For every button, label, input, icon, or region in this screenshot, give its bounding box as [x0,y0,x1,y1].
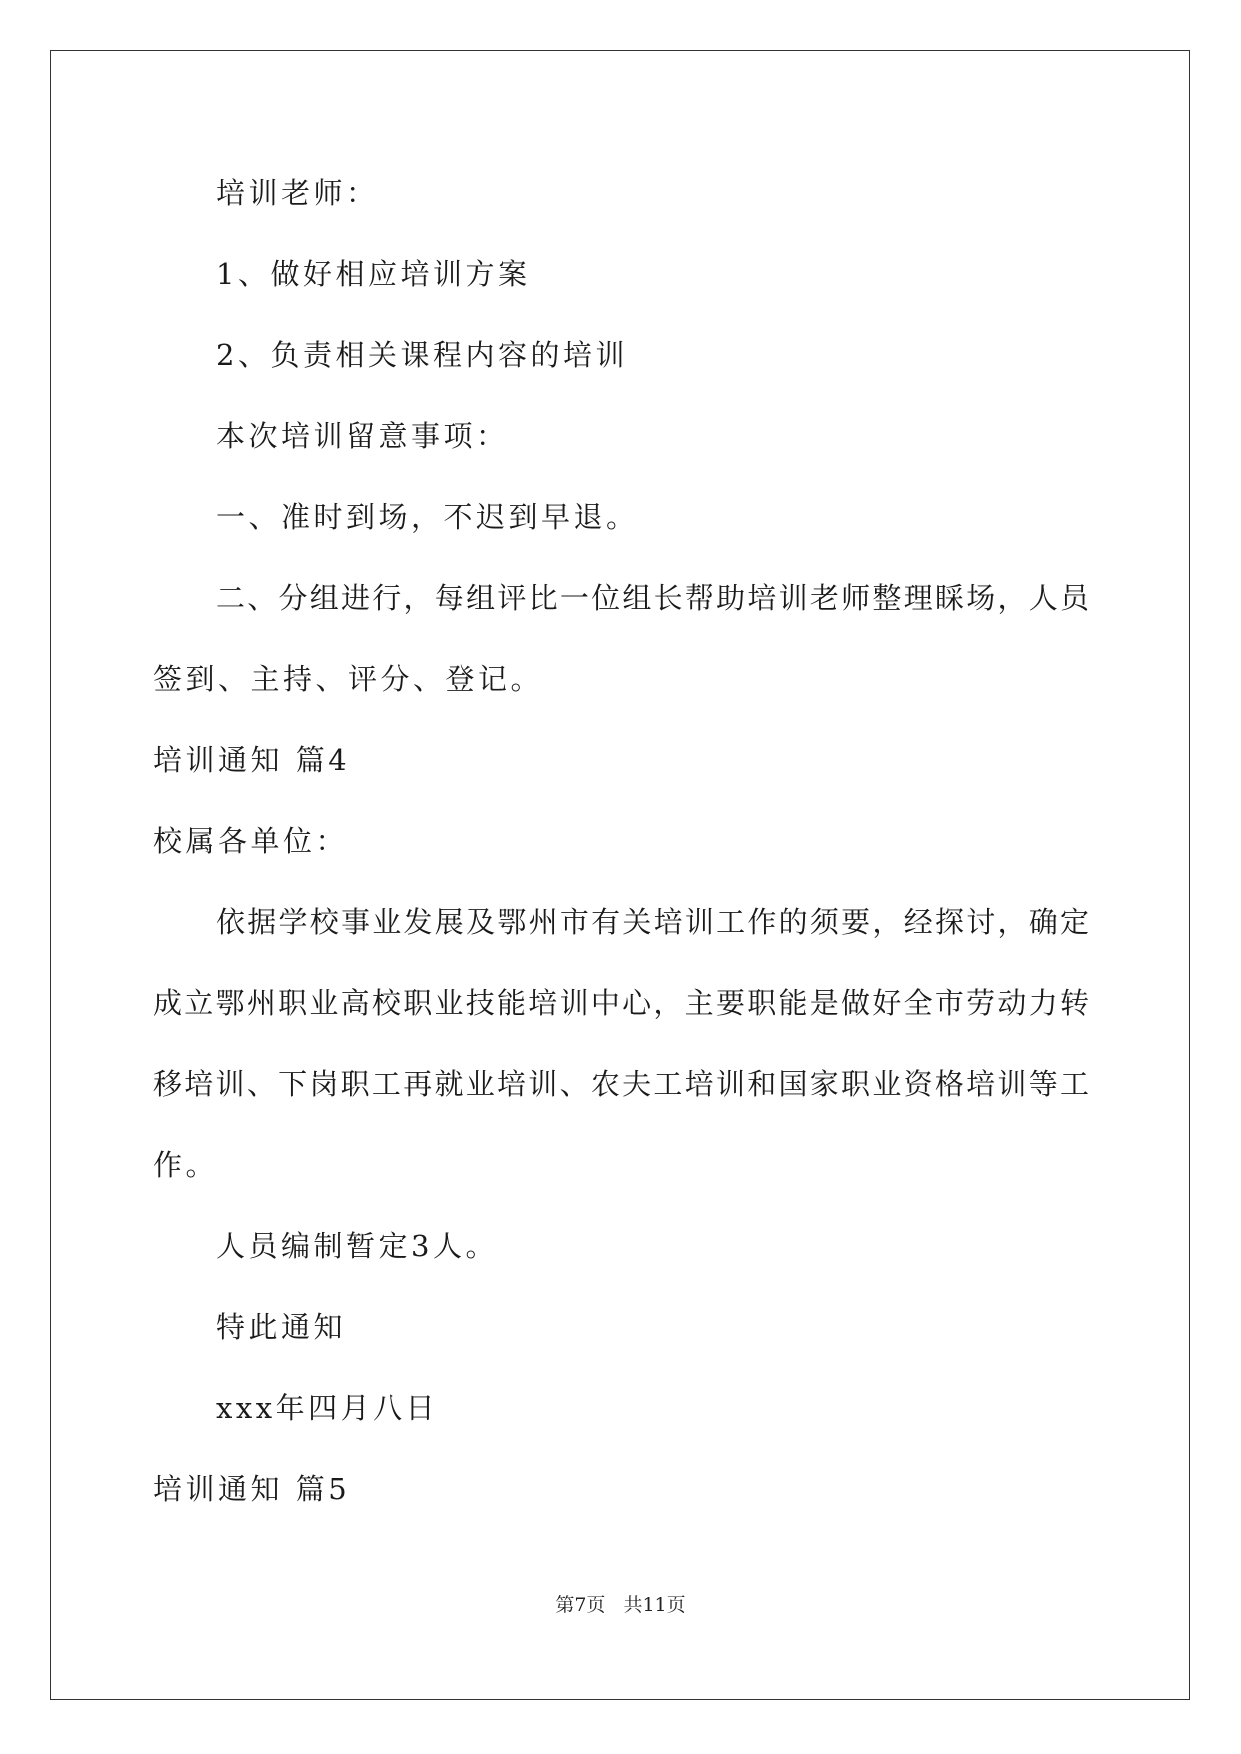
trainer-duty-1: 1、做好相应培训方案 [216,257,531,291]
body-paragraph-line-2: 成立鄂州职业高校职业技能培训中心，主要职能是做好全市劳动力转 [153,986,1089,1020]
note-item-2-line-2: 签到、主持、评分、登记。 [153,662,544,696]
notes-heading: 本次培训留意事项： [216,419,509,453]
body-paragraph-line-3: 移培训、下岗职工再就业培训、农夫工培训和国家职业资格培训等工 [153,1067,1089,1101]
section-title-5: 培训通知 篇5 [153,1472,351,1506]
trainer-duty-2: 2、负责相关课程内容的培训 [216,338,628,372]
note-item-1: 一、准时到场，不迟到早退。 [216,500,639,534]
trainer-heading: 培训老师： [216,176,379,210]
page-border [50,50,1190,1700]
page-number: 第7页 [555,1594,606,1616]
staffing-note: 人员编制暂定3人。 [216,1229,498,1263]
addressee: 校属各单位： [153,824,349,858]
body-paragraph-line-4: 作。 [153,1148,219,1182]
page-footer [0,1593,1241,1617]
note-item-2-line-1: 二、分组进行，每组评比一位组长帮助培训老师整理睬场，人员 [216,581,1089,615]
date-line: xxx年四月八日 [216,1391,439,1425]
page-total: 共11页 [623,1594,686,1616]
section-title-4: 培训通知 篇4 [153,743,351,777]
closing-phrase: 特此通知 [216,1310,347,1344]
body-paragraph-line-1: 依据学校事业发展及鄂州市有关培训工作的须要，经探讨，确定 [216,905,1089,939]
